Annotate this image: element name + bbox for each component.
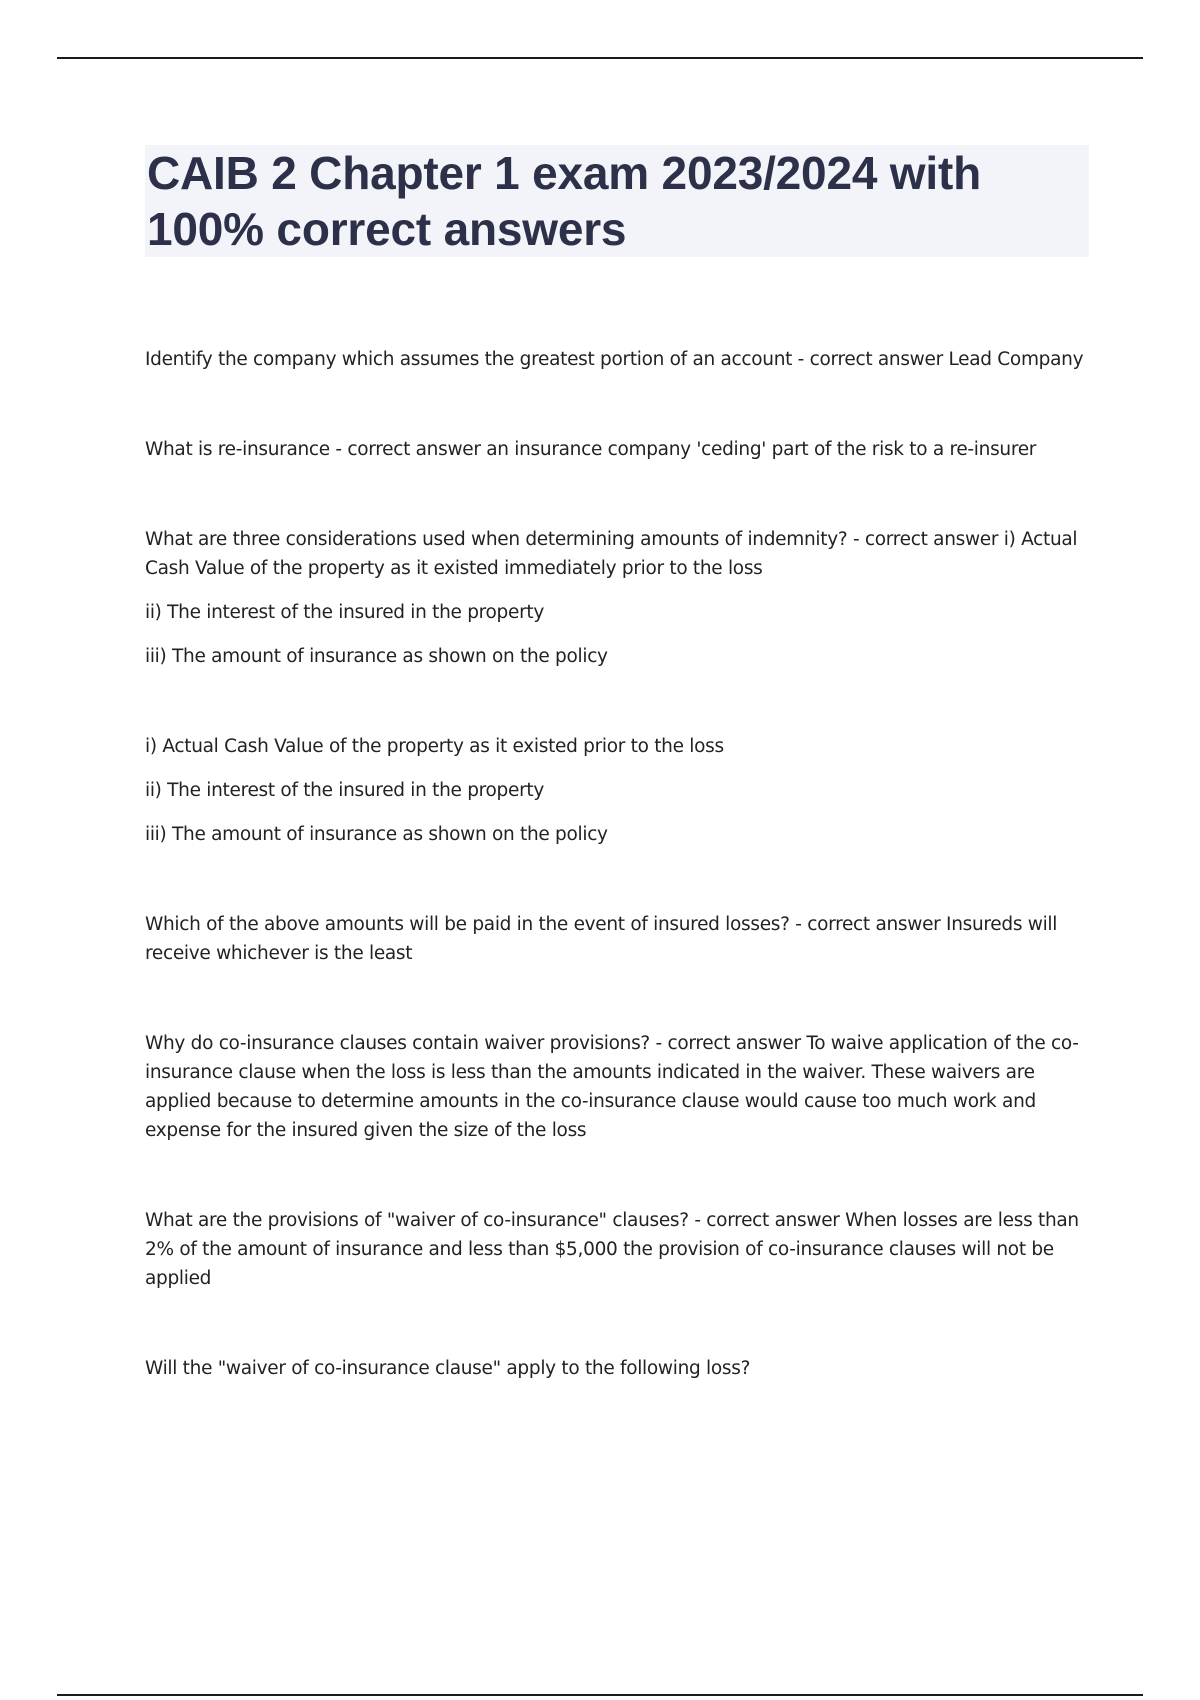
qa-amount-paid: Which of the above amounts will be paid in the event of insured losses? - correct answer Insureds will receive whichever is the least — [145, 914, 1058, 964]
document-title: CAIB 2 Chapter 1 exam 2023/2024 with 100% correct answers — [147, 147, 981, 255]
list-item: iii) The amount of insurance as shown on the policy — [145, 646, 608, 667]
qa-waiver-clause-provisions: What are the provisions of "waiver of co-insurance" clauses? - correct answer When losses are less than 2% of the amount of insurance and less than $5,000 the provision of co-insurance clauses will not be applied — [145, 1210, 1079, 1289]
list-item: i) Actual Cash Value of the property as it existed prior to the loss — [145, 736, 724, 757]
top-rule — [57, 57, 1143, 59]
qa-lead-company: Identify the company which assumes the greatest portion of an account - correct answer Lead Company — [145, 349, 1084, 370]
qa-indemnity-considerations: What are three considerations used when determining amounts of indemnity? - correct answer i) Actual Cash Value of the property as it existed immediately prior to the loss — [145, 529, 1078, 579]
document-body — [145, 345, 1085, 1383]
list-item: ii) The interest of the insured in the property — [145, 602, 544, 623]
qa-reinsurance: What is re-insurance - correct answer an insurance company 'ceding' part of the risk to a re-insurer — [145, 439, 1037, 460]
list-item: iii) The amount of insurance as shown on the policy — [145, 824, 608, 845]
bottom-rule — [57, 1694, 1143, 1696]
title-banner — [145, 145, 1089, 257]
qa-waiver-apply-question: Will the "waiver of co-insurance clause" apply to the following loss? — [145, 1358, 751, 1379]
list-item: ii) The interest of the insured in the property — [145, 780, 544, 801]
qa-waiver-provisions: Why do co-insurance clauses contain waiver provisions? - correct answer To waive application of the co-insurance clause when the loss is less than the amounts indicated in the waiver. These waivers are applied because to determine amounts in the co-insurance clause would cause too much work and expense for the insured given the size of the loss — [145, 1033, 1079, 1141]
